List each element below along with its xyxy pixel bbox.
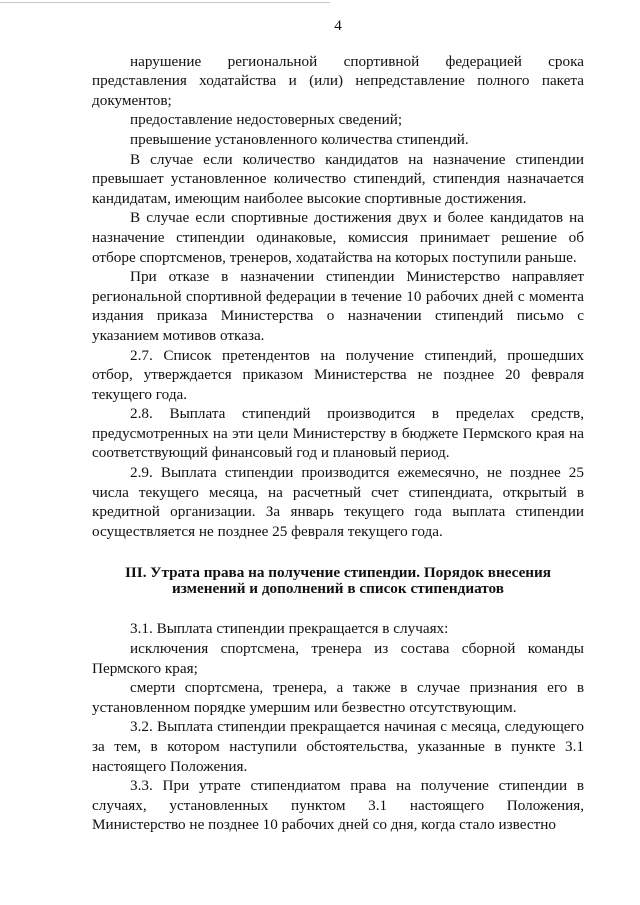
paragraph: 2.8. Выплата стипендий производится в пределах средств, предусмотренных на эти цели Министерству в бюджете Пермского края на соответствующий финансовый год и плановый период. bbox=[92, 405, 584, 462]
paragraph: предоставление недостоверных сведений; bbox=[130, 111, 403, 129]
paragraph: 3.2. Выплата стипендии прекращается начиная с месяца, следующего за тем, в котором наступили обстоятельства, указанные в пункте 3.1 настоящего Положения. bbox=[92, 718, 584, 775]
paragraph: 2.7. Список претендентов на получение стипендий, прошедших отбор, утверждается приказом Министерства не позднее 20 февраля текущего года. bbox=[92, 346, 584, 403]
paragraph: 2.9. Выплата стипендии производится ежемесячно, не позднее 25 числа текущего месяца, на расчетный счет стипендиата, открытый в кредитной организации. За январь текущего года выплата стипендии осуществляется не позднее 25 февраля текущего года. bbox=[92, 464, 584, 540]
top-border-line bbox=[0, 2, 330, 3]
paragraph: смерти спортсмена, тренера, а также в случае признания его в установленном порядке умершим или безвестно отсутствующим. bbox=[92, 679, 584, 716]
paragraph: В случае если количество кандидатов на назначение стипендии превышает установленное количество стипендий, стипендия назначается кандидатам, имеющим наиболее высокие спортивные достижения. bbox=[92, 150, 584, 207]
paragraph: 3.1. Выплата стипендии прекращается в случаях: bbox=[130, 620, 449, 638]
paragraph: 3.3. При утрате стипендиатом права на получение стипендии в случаях, установленных пунктом 3.1 настоящего Положения, Министерство не позднее 10 рабочих дней со дня, когда стало известно bbox=[92, 777, 584, 834]
paragraph: В случае если спортивные достижения двух и более кандидатов на назначение стипендии одинаковые, комиссия принимает решение об отборе спортсменов, тренеров, ходатайства на которых поступили раньше. bbox=[92, 209, 584, 266]
document-page bbox=[92, 16, 584, 835]
section-heading bbox=[92, 565, 584, 597]
paragraph: исключения спортсмена, тренера из состава сборной команды Пермского края; bbox=[92, 640, 584, 677]
paragraph: При отказе в назначении стипендии Министерство направляет региональной спортивной федерации в течение 10 рабочих дней с момента издания приказа Министерства о назначении стипендий письмо с указанием мотивов отказа. bbox=[92, 268, 584, 344]
paragraph: превышение установленного количества стипендий. bbox=[130, 130, 469, 148]
page-number: 4 bbox=[334, 17, 342, 34]
paragraph: нарушение региональной спортивной федерацией срока представления ходатайства и (или) непредставление полного пакета документов; bbox=[92, 52, 584, 109]
section-heading-line-1: III. Утрата права на получение стипендии. Порядок внесения bbox=[124, 564, 552, 582]
section-heading-line-2: изменений и дополнений в список стипендиатов bbox=[172, 580, 504, 598]
